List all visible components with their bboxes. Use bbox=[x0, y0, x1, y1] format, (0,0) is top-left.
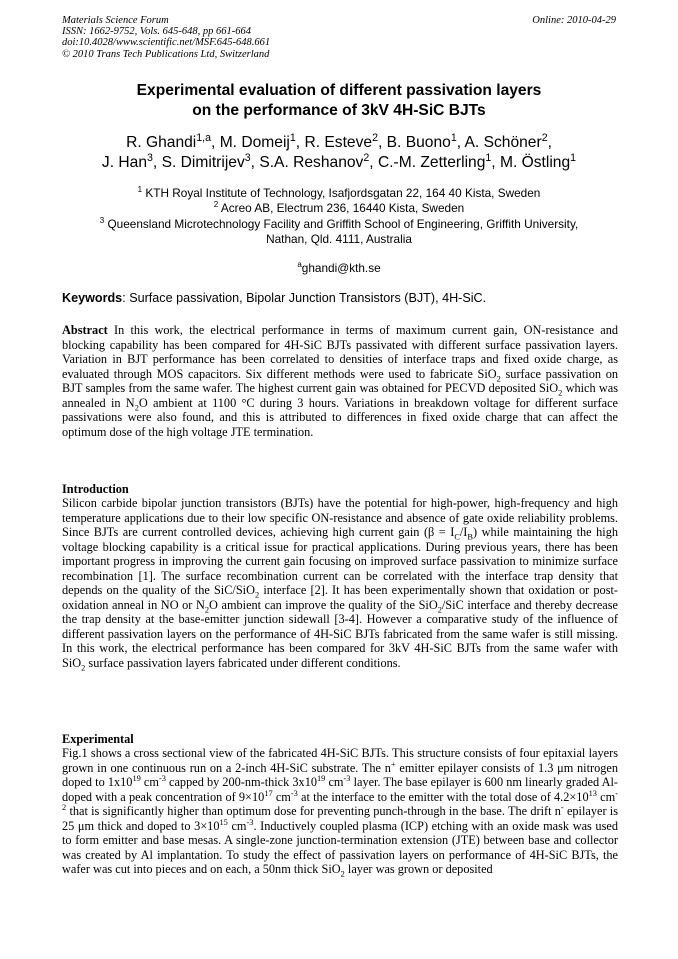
copyright-line: © 2010 Trans Tech Publications Ltd, Switzerland bbox=[62, 48, 270, 60]
abstract-label: Abstract bbox=[62, 323, 108, 337]
exp-text: capped by 200-nm-thick 3x10 bbox=[165, 775, 317, 789]
issn-line: ISSN: 1662-9752, Vols. 645-648, pp 661-664 bbox=[62, 26, 251, 38]
exp-text: at the interface to the emitter with the total dose of 4.2×10 bbox=[297, 789, 589, 804]
exp-text: cm bbox=[596, 789, 616, 804]
exp-text: layer. The base epilayer is 600 nm linearly graded Al-doped with a peak concentration of 9×10 bbox=[62, 775, 618, 804]
superscript: 19 bbox=[132, 773, 141, 783]
affiliation-number: 3 bbox=[99, 215, 105, 225]
affiliation-number: 1 bbox=[137, 185, 143, 195]
title-line-2: on the performance of 3kV 4H-SiC BJTs bbox=[192, 101, 486, 119]
subscript: 2 bbox=[496, 373, 501, 383]
intro-text: interface [2]. It has been experimentally shown that oxidation or post-oxidation anneal in NO or N bbox=[62, 583, 618, 612]
author-list bbox=[20, 133, 658, 173]
exp-text: cm bbox=[140, 775, 159, 789]
subscript: 2 bbox=[437, 604, 442, 614]
superscript: 19 bbox=[317, 773, 326, 783]
abstract bbox=[62, 323, 618, 439]
experimental-body bbox=[62, 746, 618, 877]
subscript: C bbox=[454, 532, 460, 542]
subscript: 2 bbox=[81, 662, 86, 672]
superscript: -3 bbox=[246, 817, 254, 827]
affiliations bbox=[40, 186, 638, 248]
superscript: -3 bbox=[158, 773, 166, 783]
superscript: 15 bbox=[219, 817, 228, 827]
superscript: + bbox=[390, 759, 396, 769]
online-date: Online: 2010-04-29 bbox=[532, 15, 616, 26]
introduction-body bbox=[62, 496, 618, 670]
affiliation-number: 2 bbox=[213, 200, 219, 210]
author-sup: 3 bbox=[244, 151, 251, 164]
intro-text: surface passivation layers fabricated under different conditions. bbox=[85, 655, 401, 670]
keywords-text: : Surface passivation, Bipolar Junction Transistors (BJT), 4H-SiC. bbox=[122, 291, 487, 305]
superscript: 13 bbox=[588, 788, 597, 798]
affiliation-3 bbox=[40, 217, 638, 232]
intro-text: /SiC interface and thereby decrease the trap density at the base-emitter junction sidewall [3-4]. However a comparative study of the influence of different passivation layers on the performance of 4H-SiC BJTs fabricated from the same wafer is still missing. In this work, the electrical performance has been compared for 3kV 4H-SiC BJTs from the same wafer with SiO bbox=[62, 597, 618, 670]
abstract-text: O ambient at 1100 °C during 3 hours. Variations in breakdown voltage for different surface passivations were also found, and this is attributed to differences in fixed oxide charge that can affect the optimum dose of the high voltage JTE termination. bbox=[62, 395, 618, 439]
author-line-1: R. Ghandi$^{1,a}$, M. Domeij$^1$, R. Esteve$^2$, B. Buono$^1$, A. Schöner$^2$, bbox=[126, 131, 552, 151]
author: J. Han bbox=[101, 154, 147, 171]
intro-text: O ambient can improve the quality of the SiO bbox=[209, 597, 438, 612]
affiliation-text: KTH Royal Institute of Technology, Isafjordsgatan 22, 164 40 Kista, Sweden bbox=[145, 186, 541, 200]
subscript: 2 bbox=[254, 590, 260, 600]
abstract-text: surface passivation on BJT samples from the same wafer. The highest current gain was obtained for PECVD deposited SiO bbox=[62, 366, 618, 395]
exp-text: Fig.1 shows a cross sectional view of the fabricated 4H-SiC BJTs. This structure consists of four epitaxial layers grown in one continuous run on a 2-inch 4H-SiC substrate. The n bbox=[62, 746, 618, 775]
author: R. Ghandi bbox=[126, 134, 197, 151]
affiliation-1 bbox=[40, 186, 638, 201]
superscript: -2 bbox=[62, 788, 618, 812]
affiliation-2 bbox=[40, 201, 638, 216]
author: S.A. Reshanov bbox=[259, 154, 364, 171]
author-sup: 1,a bbox=[196, 131, 212, 144]
keywords bbox=[62, 290, 622, 306]
intro-text: /I bbox=[459, 525, 468, 539]
email-address[interactable]: ghandi@kth.se bbox=[301, 261, 381, 275]
subscript: 2 bbox=[134, 402, 139, 412]
subscript: B bbox=[467, 532, 473, 542]
subscript: 2 bbox=[340, 869, 345, 879]
experimental-heading: Experimental bbox=[62, 732, 134, 746]
author: B. Buono bbox=[386, 134, 451, 151]
author-sup: 1 bbox=[289, 131, 296, 144]
intro-text: Silicon carbide bipolar junction transistors (BJTs) have the potential for high-power, high-frequency and high temperature applications due to their low specific ON-resistance and absence of gate oxide reliability problems. Since BJTs are current controlled devices, achieving high current gain (β = I bbox=[62, 496, 618, 539]
author-sup: 2 bbox=[541, 131, 548, 144]
exp-text: that is significantly higher than optimum dose for preventing punch-through in the base. The drift n bbox=[66, 804, 561, 818]
email-sup: a bbox=[297, 260, 302, 270]
journal-header bbox=[62, 15, 270, 60]
superscript: - bbox=[560, 802, 564, 812]
affiliation-text: Queensland Microtechnology Facility and Griffith School of Engineering, Griffith University, bbox=[107, 216, 579, 231]
exp-text: epilayer is 25 μm thick and doped to 3×10 bbox=[62, 804, 619, 833]
superscript: -3 bbox=[343, 773, 351, 783]
subscript: 2 bbox=[204, 604, 210, 614]
author: C.-M. Zetterling bbox=[377, 154, 486, 171]
author-sup: 3 bbox=[147, 151, 153, 164]
doi-line: doi:10.4028/www.scientific.net/MSF.645-648.661 bbox=[62, 37, 271, 49]
author: M. Östling bbox=[499, 154, 571, 171]
introduction-heading: Introduction bbox=[62, 482, 129, 496]
exp-text: cm bbox=[227, 818, 247, 833]
author: S. Dimitrijev bbox=[161, 154, 245, 171]
author-sup: 1 bbox=[450, 131, 457, 144]
contact-email[interactable] bbox=[40, 261, 638, 276]
journal-name: Materials Science Forum bbox=[62, 15, 169, 26]
author-sup: 2 bbox=[372, 131, 378, 144]
exp-text: emitter epilayer consists of 1.3 μm nitrogen doped to 1x10 bbox=[62, 760, 619, 789]
author: R. Esteve bbox=[304, 134, 373, 151]
affiliation-text: Acreo AB, Electrum 236, 16440 Kista, Sweden bbox=[220, 201, 465, 216]
exp-text: . Inductively coupled plasma (ICP) etching with an oxide mask was used to form emitter and base mesas. A single-zone junction-termination extension (JTE) between base and collector was created by Al implantation. To study the effect of passivation layers on performance of 4H-SiC BJTs, the wafer was cut into pieces and on each, a 50nm thick SiO bbox=[62, 818, 618, 876]
exp-text: layer was grown or deposited bbox=[344, 862, 493, 876]
superscript: -3 bbox=[290, 788, 298, 798]
exp-text: cm bbox=[325, 775, 344, 789]
author-line-2: J. Han$^3$, S. Dimitrijev$^3$, S.A. Reshanov$^2$, C.-M. Zetterling$^1$, M. Östling$^1$ bbox=[101, 151, 577, 171]
affiliation-3-cont: Nathan, Qld. 4111, Australia bbox=[266, 232, 412, 247]
author-sup: 1 bbox=[485, 151, 492, 164]
superscript: 17 bbox=[264, 788, 273, 798]
abstract-text: which was annealed in N bbox=[62, 381, 619, 410]
author: M. Domeij bbox=[219, 134, 290, 151]
intro-text: ) while maintaining the high voltage blocking capability is a critical issue for practical applications. During previous years, there has been important progress in improving the current gain focusing on improved surface passivation to minimize surface recombination [1]. The surface recombination current can be correlated with the interface trap density that depends on the quality of the SiC/SiO bbox=[62, 525, 618, 597]
author: A. Schöner bbox=[464, 134, 542, 151]
author-sup: 1 bbox=[570, 151, 577, 164]
keywords-label: Keywords bbox=[62, 291, 123, 305]
title-line-1: Experimental evaluation of different passivation layers bbox=[136, 82, 542, 99]
exp-text: cm bbox=[272, 789, 291, 804]
paper-title bbox=[40, 81, 638, 120]
abstract-text: In this work, the electrical performance in terms of maximum current gain, ON-resistance and blocking capability has been compared for 4H-SiC BJTs passivated with different surface passivation layers. Variation in BJT performance has been correlated to densities of interface traps and fixed oxide charge, as evaluated through MOS capacitors. Six different methods were used to fabricate SiO bbox=[62, 323, 618, 381]
subscript: 2 bbox=[558, 388, 563, 398]
author-sup: 2 bbox=[363, 151, 370, 164]
